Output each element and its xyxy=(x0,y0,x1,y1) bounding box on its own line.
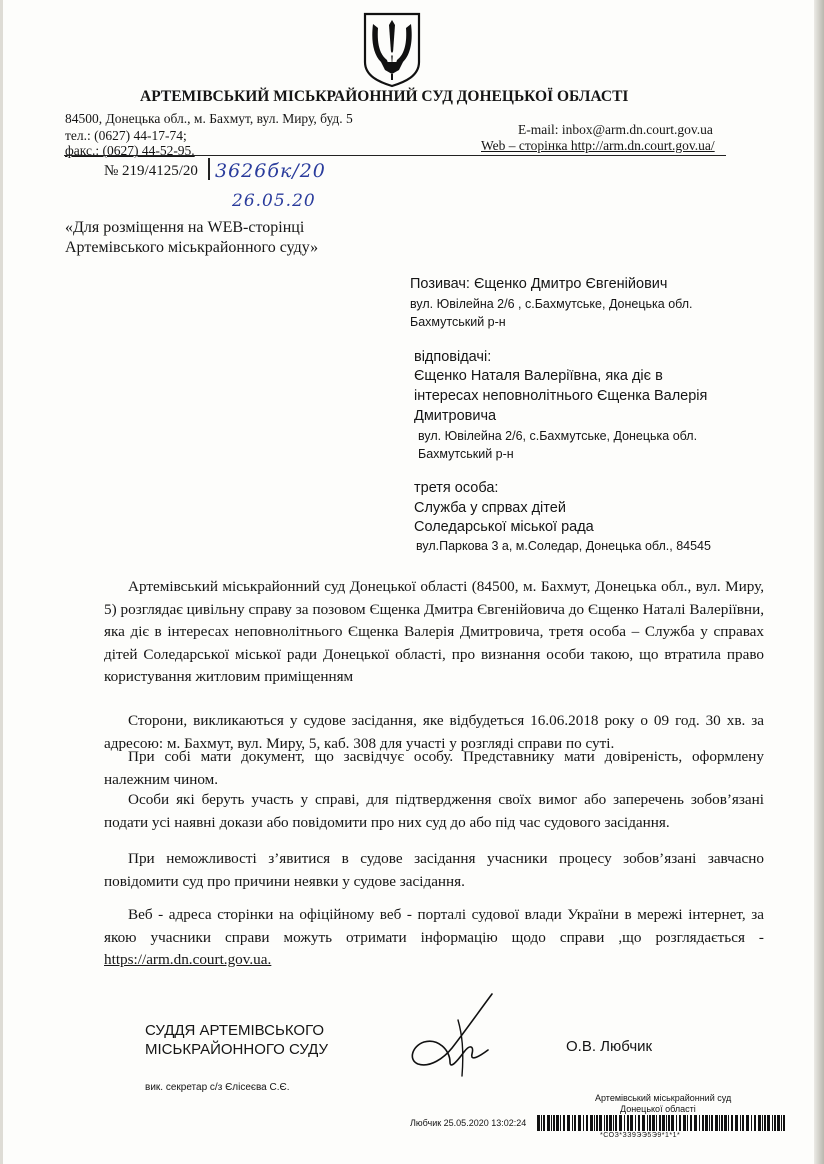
third-party-address: вул.Паркова 3 а, м.Соледар, Донецька обл., 84545 xyxy=(416,539,711,553)
stamp-court-line2: Донецької області xyxy=(620,1104,696,1114)
coat-of-arms-emblem xyxy=(359,10,425,88)
reference-divider xyxy=(208,158,210,180)
stamp-court-line1: Артемівський міськрайонний суд xyxy=(595,1093,732,1103)
defendant-address-line1: вул. Ювілейна 2/6, с.Бахмутське, Донецька обл. xyxy=(418,429,698,443)
defendant-name-line3: Дмитровича xyxy=(414,408,497,424)
defendants-label: відповідачі: xyxy=(414,349,492,365)
court-email: E-mail: inbox@arm.dn.court.gov.ua xyxy=(518,122,713,137)
court-name: АРТЕМІВСЬКИЙ МІСЬКРАЙОННИЙ СУД ДОНЕЦЬКОЇ ОБЛАСТІ xyxy=(140,88,629,105)
scan-right-edge xyxy=(814,0,824,1164)
reference-number: № 219/4125/20 xyxy=(104,163,198,179)
court-fax: факс.: (0627) 44-52-95. xyxy=(65,143,195,158)
judge-title-line2: МІСЬКРАЙОННОГО СУДУ xyxy=(145,1041,329,1058)
scan-left-edge xyxy=(0,0,3,1164)
body-paragraph-3: При собі мати документ, що засвідчує особу. Представнику мати довіреність, оформлену належним чином. xyxy=(104,748,764,788)
handwritten-incoming-number: 3626бк/20 xyxy=(215,160,326,182)
judge-title-line1: СУДДЯ АРТЕМІВСЬКОГО xyxy=(145,1022,325,1039)
plaintiff-address-line1: вул. Ювілейна 2/6 , с.Бахмутське, Донецька обл. xyxy=(410,297,693,311)
barcode xyxy=(537,1115,791,1131)
body-paragraph-1: Артемівський міськрайонний суд Донецької області (84500, м. Бахмут, Донецька обл., вул. Миру, 5) розглядає цивільну справу за позовом Єщенка Дмитра Євгенійовича до Єщенко Наталі Валеріївни, яка діє в інтересах неповнолітнього Єщенка Валерія Дмитровича, третя особа – Служба у справах дітей Соледарської міської ради Донецької області, про визнання особи такою, що втратила право користування житловим приміщенням xyxy=(104,578,764,685)
defendant-name-line2: інтересах неповнолітнього Єщенка Валерія xyxy=(414,388,708,404)
court-phone: тел.: (0627) 44-17-74; xyxy=(65,128,187,143)
third-party-name-line1: Служба у спрвах дітей xyxy=(414,500,566,516)
court-website: Web – сторінка http://arm.dn.court.gov.ua/ xyxy=(481,138,715,153)
body-paragraph-6: Веб - адреса сторінки на офіційному веб - порталі судової влади України в мережі інтернет, за якою учасники справи можуть отримати інформацію щодо справи ,що розглядається - https://arm.dn.court.gov.ua. xyxy=(104,906,764,968)
publication-note-line2: Артемівського міськрайонного суду» xyxy=(65,239,319,256)
handwritten-incoming-date: 26.05.20 xyxy=(232,191,316,211)
court-website-link[interactable]: https://arm.dn.court.gov.ua. xyxy=(104,951,272,968)
plaintiff-name: Позивач: Єщенко Дмитро Євгенійович xyxy=(410,276,668,292)
publication-note-line1: «Для розміщення на WEB-сторінці xyxy=(65,219,305,236)
barcode-caption: *СОЗ*ЗЗ9ЭЭ5Э9*1*1* xyxy=(600,1132,681,1139)
secretary-note: вик. секретар с/з Єлісеєва С.Є. xyxy=(145,1082,290,1093)
defendant-address-line2: Бахмутський р-н xyxy=(418,447,514,461)
body-paragraph-2: Сторони, викликаються у судове засідання, яке відбудеться 16.06.2018 року о 09 год. 30 хв. за адресою: м. Бахмут, вул. Миру, 5, каб. 308 для участі у розгляді справи по суті. xyxy=(104,712,764,752)
third-party-name-line2: Соледарської міської рада xyxy=(414,519,594,535)
defendant-name-line1: Єщенко Наталя Валеріївна, яка діє в xyxy=(414,368,663,384)
third-party-label: третя особа: xyxy=(414,480,499,496)
court-address: 84500, Донецька обл., м. Бахмут, вул. Миру, буд. 5 xyxy=(65,111,353,126)
plaintiff-address-line2: Бахмутський р-н xyxy=(410,315,506,329)
judge-signature xyxy=(400,990,510,1080)
judge-name: О.В. Любчик xyxy=(566,1038,653,1055)
header-divider xyxy=(64,155,726,156)
body-paragraph-4: Особи які беруть участь у справі, для підтвердження своїх вимог або заперечень зобов’язані подати усі наявні докази або повідомити про них суд до або під час судового засідання. xyxy=(104,791,764,831)
registration-stamp: Любчик 25.05.2020 13:02:24 xyxy=(410,1118,527,1128)
body-paragraph-5: При неможливості з’явитися в судове засідання учасники процесу зобов’язані завчасно повідомити суд про причини неявки у судове засідання. xyxy=(104,850,764,890)
